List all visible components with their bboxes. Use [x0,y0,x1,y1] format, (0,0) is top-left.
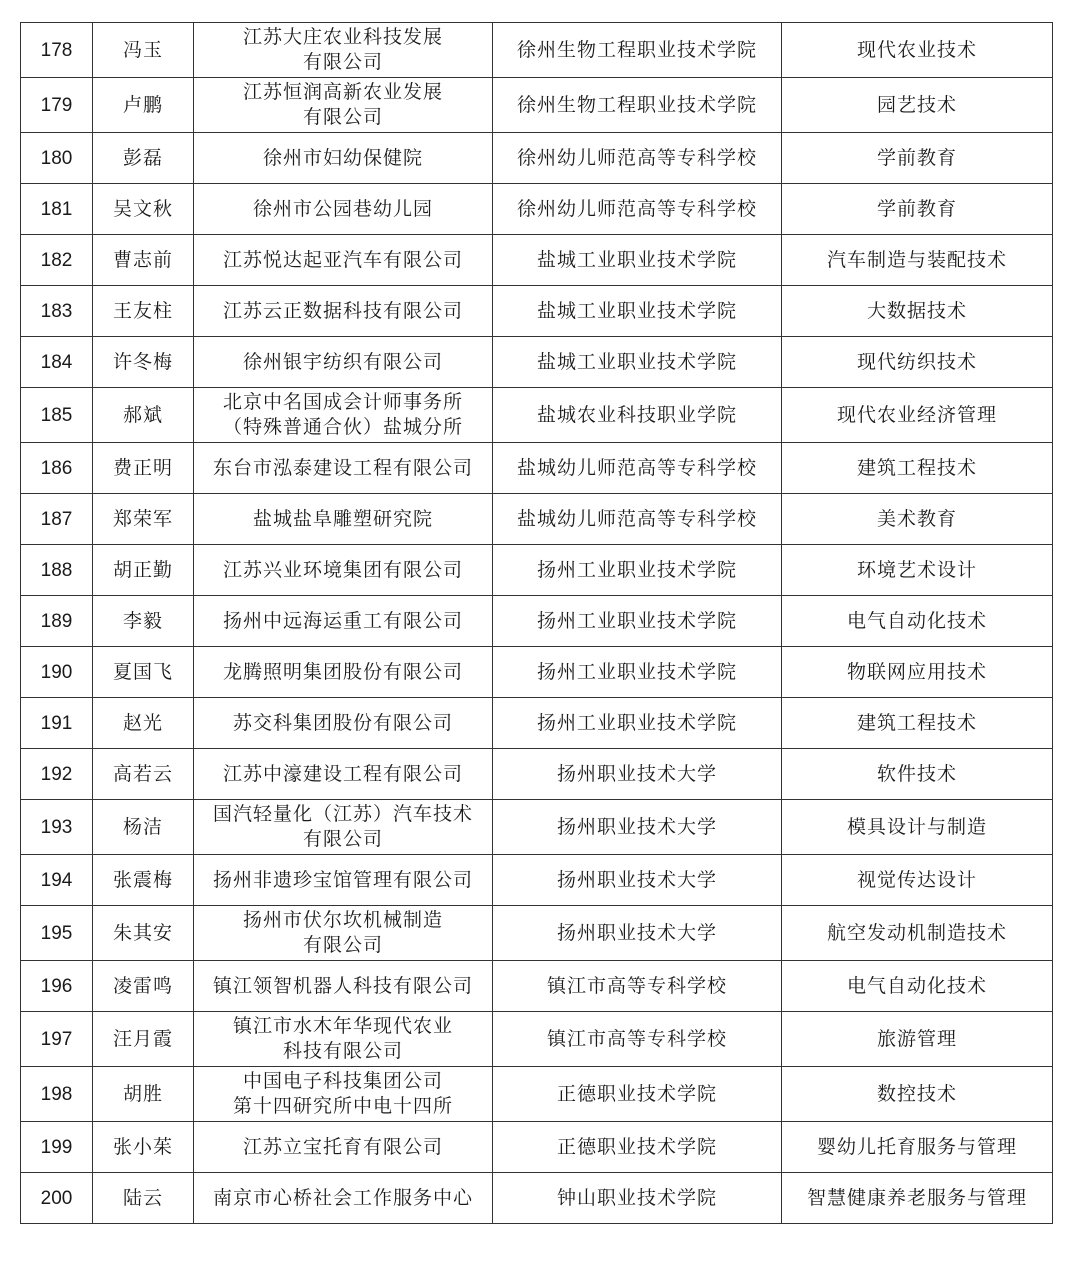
company-cell [194,184,493,235]
company-cell [194,388,493,443]
school-cell: 扬州工业职业技术学院 [493,596,782,647]
company-line: 第十四研究所中电十四所 [232,1095,453,1117]
major-cell: 电气自动化技术 [782,961,1053,1012]
company-cell [194,961,493,1012]
company-line: 徐州市公园巷幼儿园 [252,197,433,220]
row-number-cell: 197 [21,1012,93,1067]
school-cell: 扬州职业技术大学 [493,749,782,800]
table-row [21,388,1053,443]
row-number-cell: 190 [21,647,93,698]
major-cell: 航空发动机制造技术 [782,906,1053,961]
company-cell [194,906,493,961]
row-number-cell: 178 [21,23,93,78]
table-row [21,133,1053,184]
row-number-cell: 194 [21,855,93,906]
company-line: 江苏恒润高新农业发展 [242,81,443,103]
name-cell: 卢鹏 [93,78,194,133]
company-line: 扬州非遗珍宝馆管理有限公司 [212,868,473,891]
table-row [21,1067,1053,1122]
name-cell: 朱其安 [93,906,194,961]
company-line: 盐城盐阜雕塑研究院 [252,507,433,530]
name-cell: 费正明 [93,443,194,494]
company-line: 苏交科集团股份有限公司 [232,711,453,734]
company-line: 北京中名国成会计师事务所 [222,391,463,413]
major-cell: 模具设计与制造 [782,800,1053,855]
company-cell [194,23,493,78]
company-cell [194,337,493,388]
name-cell: 王友柱 [93,286,194,337]
company-cell [194,596,493,647]
name-cell: 曹志前 [93,235,194,286]
table-row [21,23,1053,78]
document-page [20,22,1052,1224]
company-cell [194,443,493,494]
major-cell: 大数据技术 [782,286,1053,337]
company-line: 有限公司 [302,106,383,128]
table-row [21,443,1053,494]
major-cell: 汽车制造与装配技术 [782,235,1053,286]
table-row [21,647,1053,698]
major-cell: 视觉传达设计 [782,855,1053,906]
row-number-cell: 198 [21,1067,93,1122]
table-row [21,337,1053,388]
major-cell: 环境艺术设计 [782,545,1053,596]
school-cell: 徐州生物工程职业技术学院 [493,23,782,78]
company-cell [194,1173,493,1224]
major-cell: 软件技术 [782,749,1053,800]
school-cell: 盐城幼儿师范高等专科学校 [493,443,782,494]
school-cell: 盐城农业科技职业学院 [493,388,782,443]
major-cell: 现代农业技术 [782,23,1053,78]
row-number-cell: 179 [21,78,93,133]
table-row [21,184,1053,235]
name-cell: 彭磊 [93,133,194,184]
major-cell: 数控技术 [782,1067,1053,1122]
name-cell: 吴文秋 [93,184,194,235]
school-cell: 扬州职业技术大学 [493,800,782,855]
company-cell [194,286,493,337]
row-number-cell: 188 [21,545,93,596]
name-cell: 陆云 [93,1173,194,1224]
table-row [21,1122,1053,1173]
table-row [21,749,1053,800]
name-cell: 胡正勤 [93,545,194,596]
table-row [21,698,1053,749]
school-cell: 徐州生物工程职业技术学院 [493,78,782,133]
major-cell: 现代农业经济管理 [782,388,1053,443]
name-cell: 张震梅 [93,855,194,906]
row-number-cell: 200 [21,1173,93,1224]
company-line: 江苏大庄农业科技发展 [242,26,443,48]
school-cell: 徐州幼儿师范高等专科学校 [493,184,782,235]
company-line: 扬州市伏尔坎机械制造 [242,909,443,931]
company-line: 国汽轻量化（江苏）汽车技术 [212,803,473,825]
company-line: 龙腾照明集团股份有限公司 [222,660,463,683]
company-line: 江苏悦达起亚汽车有限公司 [222,248,463,271]
row-number-cell: 183 [21,286,93,337]
table-row [21,1173,1053,1224]
table-row [21,286,1053,337]
name-cell: 张小茱 [93,1122,194,1173]
major-cell: 学前教育 [782,184,1053,235]
table-body [21,23,1053,1224]
company-cell [194,647,493,698]
name-cell: 赵光 [93,698,194,749]
company-cell [194,133,493,184]
table-row [21,961,1053,1012]
school-cell: 扬州工业职业技术学院 [493,647,782,698]
company-line: 科技有限公司 [282,1040,403,1062]
company-cell [194,78,493,133]
company-cell [194,1122,493,1173]
row-number-cell: 192 [21,749,93,800]
company-line: 江苏中濠建设工程有限公司 [222,762,463,785]
table-row [21,596,1053,647]
school-cell: 扬州工业职业技术学院 [493,698,782,749]
table-row [21,1012,1053,1067]
personnel-table [20,22,1053,1224]
company-cell [194,800,493,855]
company-cell [194,235,493,286]
table-row [21,800,1053,855]
company-line: 江苏兴业环境集团有限公司 [222,558,463,581]
company-line: 江苏立宝托育有限公司 [242,1135,443,1158]
company-line: 有限公司 [302,51,383,73]
company-cell [194,698,493,749]
name-cell: 胡胜 [93,1067,194,1122]
school-cell: 扬州职业技术大学 [493,855,782,906]
major-cell: 旅游管理 [782,1012,1053,1067]
company-line: 有限公司 [302,828,383,850]
name-cell: 许冬梅 [93,337,194,388]
name-cell: 冯玉 [93,23,194,78]
table-row [21,906,1053,961]
school-cell: 镇江市高等专科学校 [493,961,782,1012]
major-cell: 建筑工程技术 [782,698,1053,749]
row-number-cell: 186 [21,443,93,494]
school-cell: 扬州工业职业技术学院 [493,545,782,596]
major-cell: 学前教育 [782,133,1053,184]
company-cell [194,1012,493,1067]
company-line: 中国电子科技集团公司 [242,1070,443,1092]
school-cell: 徐州幼儿师范高等专科学校 [493,133,782,184]
school-cell: 正德职业技术学院 [493,1067,782,1122]
school-cell: 镇江市高等专科学校 [493,1012,782,1067]
company-cell [194,545,493,596]
row-number-cell: 184 [21,337,93,388]
row-number-cell: 182 [21,235,93,286]
name-cell: 汪月霞 [93,1012,194,1067]
table-row [21,855,1053,906]
major-cell: 婴幼儿托育服务与管理 [782,1122,1053,1173]
company-line: 徐州银宇纺织有限公司 [242,350,443,373]
company-line: 有限公司 [302,934,383,956]
major-cell: 智慧健康养老服务与管理 [782,1173,1053,1224]
name-cell: 凌雷鸣 [93,961,194,1012]
major-cell: 美术教育 [782,494,1053,545]
school-cell: 扬州职业技术大学 [493,906,782,961]
company-line: 镇江领智机器人科技有限公司 [212,974,473,997]
school-cell: 盐城工业职业技术学院 [493,235,782,286]
company-cell [194,855,493,906]
table-row [21,494,1053,545]
name-cell: 杨洁 [93,800,194,855]
school-cell: 盐城工业职业技术学院 [493,286,782,337]
row-number-cell: 181 [21,184,93,235]
school-cell: 正德职业技术学院 [493,1122,782,1173]
name-cell: 夏国飞 [93,647,194,698]
major-cell: 物联网应用技术 [782,647,1053,698]
company-line: 徐州市妇幼保健院 [262,146,423,169]
company-line: 镇江市水木年华现代农业 [232,1015,453,1037]
company-cell [194,494,493,545]
row-number-cell: 191 [21,698,93,749]
school-cell: 钟山职业技术学院 [493,1173,782,1224]
row-number-cell: 193 [21,800,93,855]
row-number-cell: 199 [21,1122,93,1173]
major-cell: 建筑工程技术 [782,443,1053,494]
company-line: 南京市心桥社会工作服务中心 [212,1186,473,1209]
school-cell: 盐城幼儿师范高等专科学校 [493,494,782,545]
name-cell: 郑荣军 [93,494,194,545]
school-cell: 盐城工业职业技术学院 [493,337,782,388]
company-line: 江苏云正数据科技有限公司 [222,299,463,322]
row-number-cell: 196 [21,961,93,1012]
row-number-cell: 189 [21,596,93,647]
major-cell: 电气自动化技术 [782,596,1053,647]
row-number-cell: 187 [21,494,93,545]
table-row [21,545,1053,596]
major-cell: 现代纺织技术 [782,337,1053,388]
company-line: 扬州中远海运重工有限公司 [222,609,463,632]
row-number-cell: 195 [21,906,93,961]
name-cell: 郝斌 [93,388,194,443]
name-cell: 李毅 [93,596,194,647]
row-number-cell: 185 [21,388,93,443]
table-row [21,78,1053,133]
row-number-cell: 180 [21,133,93,184]
company-line: （特殊普通合伙）盐城分所 [222,416,463,438]
company-cell [194,1067,493,1122]
name-cell: 高若云 [93,749,194,800]
major-cell: 园艺技术 [782,78,1053,133]
table-row [21,235,1053,286]
company-cell [194,749,493,800]
company-line: 东台市泓泰建设工程有限公司 [212,456,473,479]
